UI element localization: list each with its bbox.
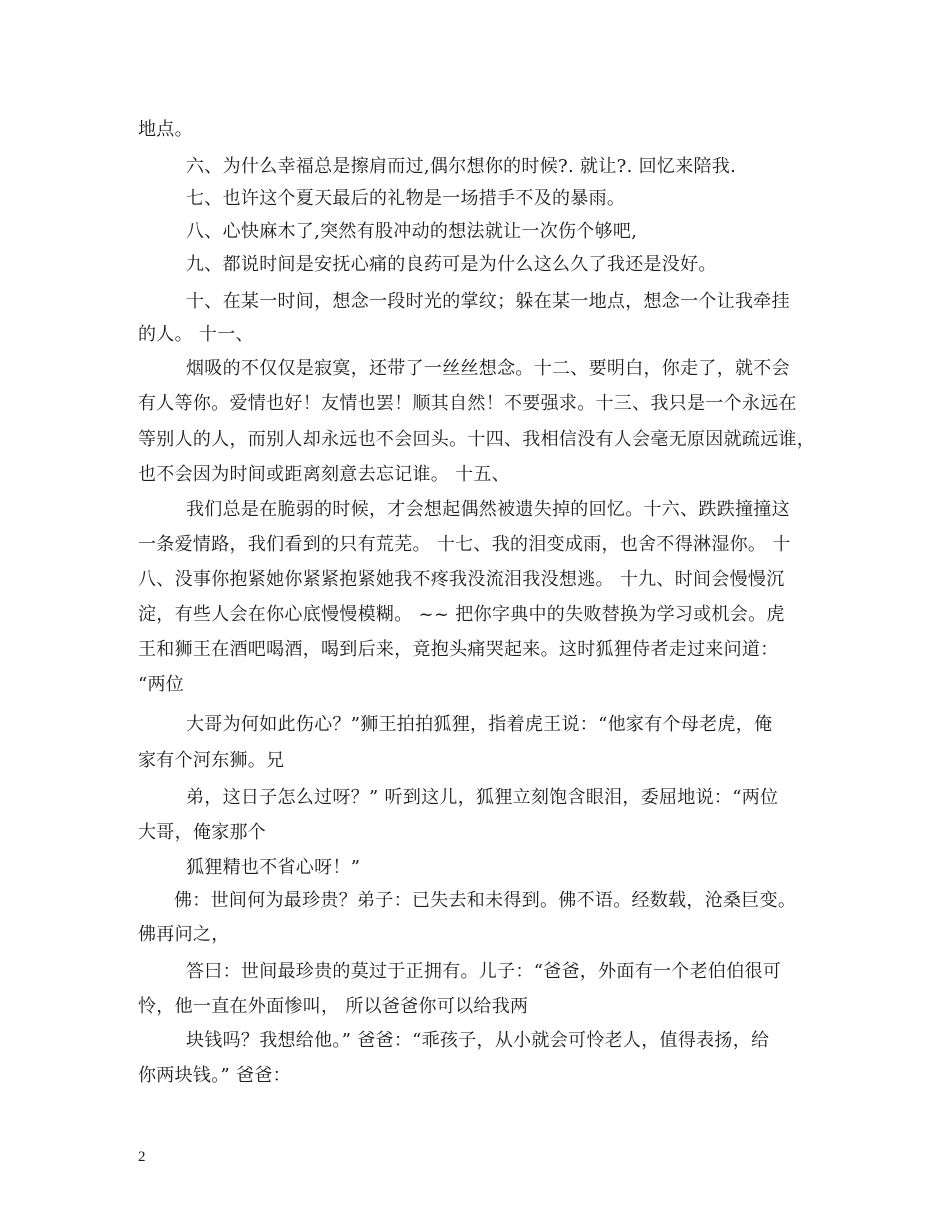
text-line: 怜，他一直在外面惨叫， 所以爸爸你可以给我两 <box>138 996 529 1017</box>
text-line: 佛：世间何为最珍贵？弟子：已失去和未得到。佛不语。经数载，沧桑巨变。 <box>174 890 797 911</box>
text-line: 大哥为何如此伤心？”狮王拍拍狐狸，指着虎王说：“他家有个母老虎，俺 <box>186 714 773 735</box>
text-line: 弟，这日子怎么过呀？” 听到这儿，狐狸立刻饱含眼泪，委屈地说：“两位 <box>186 787 779 808</box>
text-line: 大哥，俺家那个 <box>138 822 267 843</box>
text-line: 六、为什么幸福总是擦肩而过,偶尔想你的时候?. 就让?. 回忆来陪我. <box>186 156 737 177</box>
text-line: 你两块钱。” 爸爸： <box>138 1065 291 1086</box>
text-line: 也不会因为时间或距离刻意去忘记谁。 十五、 <box>138 464 511 485</box>
text-line: 七、也许这个夏天最后的礼物是一场措手不及的暴雨。 <box>186 188 626 209</box>
text-line: 十、在某一时间，想念一段时光的掌纹；躲在某一地点，想念一个让我牵挂 <box>186 291 790 312</box>
text-line: 狐狸精也不省心呀！” <box>186 857 361 878</box>
text-line: “两位 <box>138 674 185 695</box>
text-line: 等别人的人，而别人却永远也不会回头。十四、我相信没有人会毫无原因就疏远谁， <box>138 429 816 450</box>
text-line: 佛再问之， <box>138 924 230 945</box>
text-line: 淀，有些人会在你心底慢慢模糊。 ~~ 把你字典中的失败替换为学习或机会。虎 <box>138 604 785 625</box>
page-number: 2 <box>138 1149 146 1165</box>
text-line: 八、没事你抱紧她你紧紧抱紧她我不疼我没流泪我没想逃。 十九、时间会慢慢沉 <box>138 569 785 590</box>
text-line: 地点。 <box>138 119 193 140</box>
text-line: 我们总是在脆弱的时候，才会想起偶然被遗失掉的回忆。十六、跌跌撞撞这 <box>186 499 790 520</box>
text-line: 九、都说时间是安抚心痛的良药可是为什么这么久了我还是没好。 <box>186 254 717 275</box>
text-line: 家有个河东狮。兄 <box>138 750 285 771</box>
text-line: 有人等你。爱情也好！友情也罢！顺其自然！不要强求。十三、我只是一个永远在 <box>138 393 797 414</box>
text-line: 八、心快麻木了,突然有股冲动的想法就让一次伤个够吧, <box>186 221 638 242</box>
text-line: 王和狮王在酒吧喝酒，喝到后来，竟抱头痛哭起来。这时狐狸侍者走过来问道： <box>138 639 779 660</box>
text-line: 块钱吗？我想给他。” 爸爸：“乖孩子，从小就会可怜老人，值得表扬，给 <box>186 1030 770 1051</box>
text-line: 烟吸的不仅仅是寂寞，还带了一丝丝想念。十二、要明白，你走了，就不会 <box>186 358 790 379</box>
text-line: 的人。 十一、 <box>138 324 254 345</box>
text-line: 一条爱情路，我们看到的只有荒芜。 十七、我的泪变成雨，也舍不得淋湿你。 十 <box>138 534 791 555</box>
text-line: 答曰：世间最珍贵的莫过于正拥有。儿子：“爸爸，外面有一个老伯伯很可 <box>186 961 782 982</box>
